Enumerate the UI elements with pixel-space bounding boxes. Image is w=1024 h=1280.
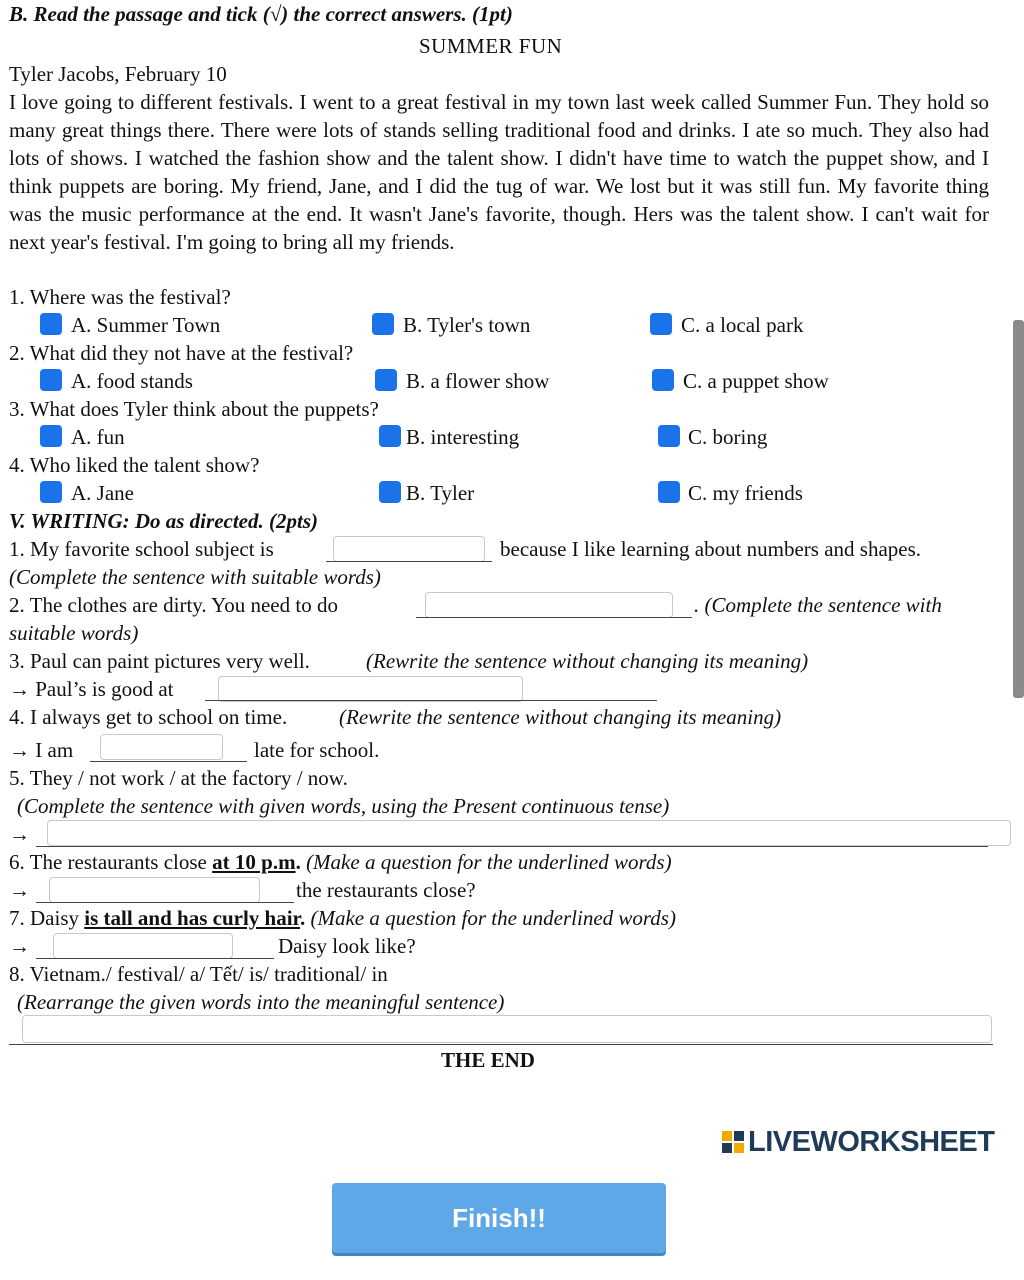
scrollbar[interactable] (1013, 320, 1024, 698)
q4-option-b-checkbox[interactable] (379, 481, 401, 503)
w6-text (9, 849, 672, 875)
w5-answer-input[interactable] (47, 820, 1011, 846)
w7-instruction: (Make a question for the underlined words) (310, 906, 676, 930)
q1-option-c: C. a local park (681, 313, 804, 337)
finish-button[interactable]: Finish!! (332, 1183, 666, 1253)
the-end-label: THE END (441, 1048, 535, 1072)
liveworksheets-logo-icon (722, 1131, 744, 1153)
w2-text-after: . (Complete the sentence with (694, 593, 942, 617)
passage-title: SUMMER FUN (419, 34, 563, 58)
w8-answer-input[interactable] (22, 1015, 992, 1043)
w6-text-before: 6. The restaurants close (9, 850, 207, 874)
w7-answer-input[interactable] (53, 933, 233, 959)
w3-instruction: (Rewrite the sentence without changing its meaning) (366, 649, 809, 673)
liveworksheets-logo-text: LIVEWORKSHEET (748, 1126, 995, 1158)
w7-period: . (299, 906, 306, 930)
q2-option-a-checkbox[interactable] (40, 369, 62, 391)
w2-underline (416, 617, 692, 618)
writing-heading: V. WRITING: Do as directed. (2pts) (9, 509, 318, 533)
section-b-heading: B. Read the passage and tick (√) the correct answers. (1pt) (9, 2, 513, 26)
w8-text: 8. Vietnam./ festival/ a/ Tết/ is/ traditional/ in (9, 962, 388, 986)
w3-answer-input[interactable] (218, 676, 523, 702)
w3-answer-prefix: → Paul’s is good at (9, 677, 174, 701)
w2-instruction: suitable words) (9, 621, 139, 645)
w6-text-after: the restaurants close? (296, 878, 476, 902)
q2-option-b-checkbox[interactable] (375, 369, 397, 391)
q3-option-a: A. fun (71, 425, 125, 449)
w1-answer-input[interactable] (333, 536, 485, 562)
q3-option-b-checkbox[interactable] (379, 425, 401, 447)
w6-arrow: → (9, 878, 30, 902)
q3-option-b: B. interesting (406, 425, 520, 449)
w6-period: . (295, 850, 301, 874)
q1-option-c-checkbox[interactable] (650, 313, 672, 335)
w2-text: 2. The clothes are dirty. You need to do (9, 593, 338, 617)
q3-option-c-checkbox[interactable] (658, 425, 680, 447)
liveworksheets-logo (722, 1126, 994, 1159)
passage-byline: Tyler Jacobs, February 10 (9, 62, 227, 86)
w8-underline (9, 1044, 993, 1045)
q2-option-c-checkbox[interactable] (652, 369, 674, 391)
question-2: 2. What did they not have at the festival? (9, 341, 354, 365)
passage-text: I love going to different festivals. I went to a great festival in my town last week called Summer Fun. They hold so many great things there. There were lots of stands selling traditional food and drinks. I ate so much. They also had lots of shows. I watched the fashion show and the talent show. I didn't have time to watch the puppet show, and I think puppets are boring. My friend, Jane, and I did the tug of war. We lost but it was still fun. My favorite thing was the music performance at the end. It wasn't Jane's favorite, though. Hers was the talent show. I can't wait for next year's festival. I'm going to bring all my friends. (9, 90, 989, 254)
q4-option-a: A. Jane (71, 481, 134, 505)
w5-text: 5. They / not work / at the factory / now. (9, 766, 348, 790)
w8-instruction: (Rearrange the given words into the meaningful sentence) (17, 990, 505, 1014)
w1-text-after: because I like learning about numbers and shapes. (500, 537, 922, 561)
w5-instruction: (Complete the sentence with given words, using the Present continuous tense) (17, 794, 670, 818)
w3-text: 3. Paul can paint pictures very well. (9, 649, 310, 673)
w4-instruction: (Rewrite the sentence without changing its meaning) (339, 705, 782, 729)
w5-arrow: → (9, 822, 30, 846)
question-3: 3. What does Tyler think about the puppets? (9, 397, 379, 421)
w7-underlined: is tall and has curly hair (84, 906, 300, 930)
w7-text (9, 905, 676, 931)
w7-arrow: → (9, 934, 30, 958)
w6-instruction: (Make a question for the underlined words) (306, 850, 672, 874)
w3-underline (205, 700, 657, 701)
w1-text: 1. My favorite school subject is (9, 537, 274, 561)
q1-option-a: A. Summer Town (71, 313, 221, 337)
w7-underline (36, 958, 274, 959)
q2-option-b: B. a flower show (406, 369, 550, 393)
w6-underlined: at 10 p.m (212, 850, 296, 874)
w2-answer-input[interactable] (425, 592, 673, 618)
w4-underline (90, 761, 247, 762)
q4-option-a-checkbox[interactable] (40, 481, 62, 503)
q2-option-c: C. a puppet show (683, 369, 829, 393)
w1-underline (326, 561, 492, 562)
question-4: 4. Who liked the talent show? (9, 453, 260, 477)
question-1: 1. Where was the festival? (9, 285, 231, 309)
q2-option-a: A. food stands (71, 369, 193, 393)
w4-text: 4. I always get to school on time. (9, 705, 288, 729)
w6-underline (36, 902, 294, 903)
w4-answer-input[interactable] (100, 734, 223, 760)
q4-option-b: B. Tyler (406, 481, 475, 505)
q4-option-c: C. my friends (688, 481, 803, 505)
w1-instruction: (Complete the sentence with suitable words) (9, 565, 381, 589)
w6-answer-input[interactable] (49, 877, 260, 903)
q3-option-c: C. boring (688, 425, 768, 449)
w7-text-before: 7. Daisy (9, 906, 79, 930)
w4-text-after: late for school. (254, 738, 380, 762)
q1-option-b-checkbox[interactable] (372, 313, 394, 335)
q1-option-b: B. Tyler's town (403, 313, 531, 337)
q4-option-c-checkbox[interactable] (658, 481, 680, 503)
w7-text-after: Daisy look like? (278, 934, 416, 958)
w4-prefix: → I am (9, 738, 74, 762)
q3-option-a-checkbox[interactable] (40, 425, 62, 447)
w5-underline (36, 846, 988, 847)
q1-option-a-checkbox[interactable] (40, 313, 62, 335)
